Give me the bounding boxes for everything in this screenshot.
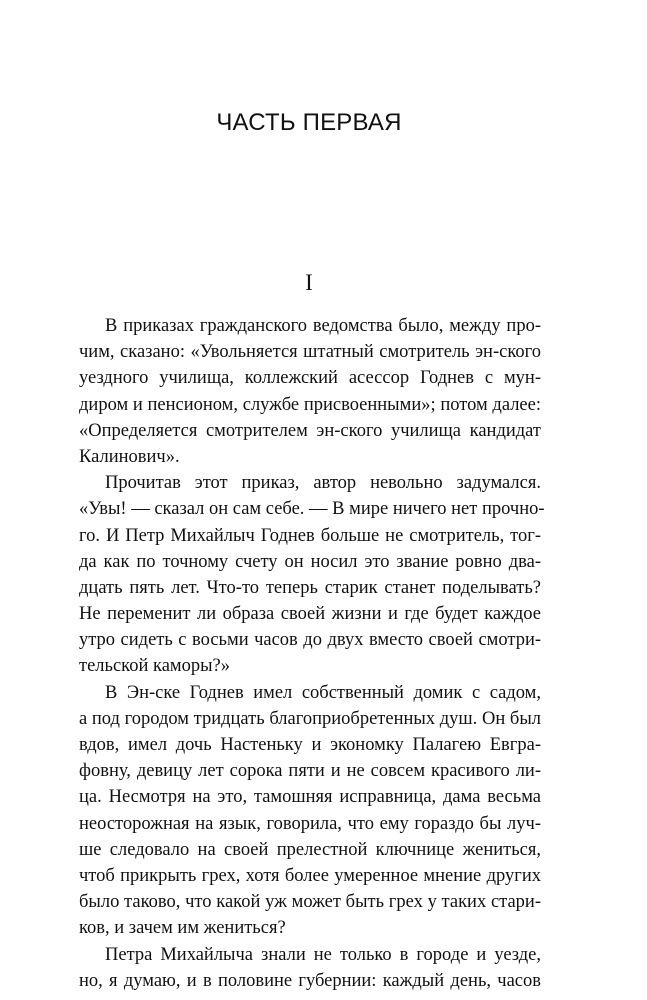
- paragraph: [79, 470, 545, 680]
- text-line: ше следовало на своей прелестной ключнице жениться,: [79, 839, 541, 860]
- text-line: дцать пять лет. Что-то теперь старик станет поделывать?: [79, 577, 541, 598]
- text-line: чтоб прикрыть грех, хотя более умеренное мнение других: [79, 865, 541, 886]
- paragraph: [79, 680, 541, 942]
- text-line: «Определяется смотрителем эн-ского училища кандидат: [79, 420, 541, 441]
- paragraph: [79, 942, 541, 994]
- text-line: а под городом тридцать благоприобретенных душ. Он был: [79, 708, 541, 729]
- part-title: ЧАСТЬ ПЕРВАЯ: [216, 109, 402, 136]
- text-line: В Эн-ске Годнев имел собственный домик с садом,: [105, 682, 541, 703]
- text-line: ца. Несмотря на это, тамошняя исправница, дама весьма: [79, 787, 541, 808]
- text-line: да как по точному счету он носил это звание ровно два-: [79, 551, 541, 572]
- text-line: Не переменит ли образа своей жизни и где будет каждое: [79, 604, 541, 625]
- text-line: го. И Петр Михайлыч Годнев больше не смотритель, тог-: [79, 525, 541, 546]
- text-line: утро сидеть с восьми часов до двух вместо своей смотри-: [79, 630, 541, 651]
- text-line: вдов, имел дочь Настеньку и экономку Палагею Евгра-: [79, 735, 541, 755]
- text-line: В приказах гражданского ведомства было, между про-: [105, 316, 541, 336]
- text-line: Калинович».: [79, 446, 180, 467]
- text-line: чим, сказано: «Увольняется штатный смотритель эн-ского: [79, 342, 541, 363]
- text-line: фовну, девицу лет сорока пяти и не совсем красивого ли-: [79, 761, 541, 782]
- text-line: было таково, что какой уж может быть грех у таких стари-: [79, 892, 541, 913]
- text-line: «Увы! — сказал он сам себе. — В мире ничего нет прочно-: [79, 499, 545, 520]
- text-line: неосторожная на язык, говорила, что ему гораздо бы луч-: [79, 813, 541, 834]
- chapter-body: [79, 313, 545, 994]
- text-line: диром и пенсионом, службе присвоенными»; потом далее:: [79, 394, 541, 415]
- text-line: ков, и зачем им жениться?: [79, 918, 286, 939]
- paragraph: [79, 313, 541, 470]
- text-line: тельской каморы?»: [79, 656, 231, 677]
- text-line: но, я думаю, и в половине губернии: каждый день, часов: [79, 970, 541, 991]
- text-line: Прочитав этот приказ, автор невольно задумался.: [105, 473, 541, 494]
- text-line: уездного училища, коллежский асессор Годнев с мун-: [79, 368, 541, 389]
- chapter-number: I: [305, 270, 313, 295]
- text-line: Петра Михайлыча знали не только в городе и уезде,: [105, 944, 541, 965]
